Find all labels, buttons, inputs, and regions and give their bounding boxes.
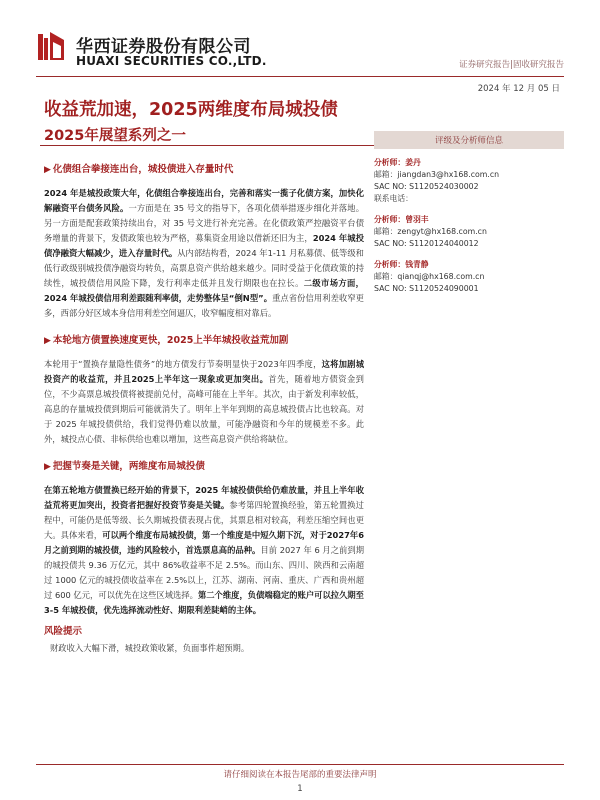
report-type: 证券研究报告|固收研究报告 [459, 60, 564, 70]
analyst-role: 分析师： [374, 215, 406, 224]
analyst-card [374, 214, 564, 250]
footer-divider [36, 764, 564, 765]
analyst-email[interactable]: jiangdan3@hx168.com.cn [397, 170, 500, 179]
contact-tel: 联系电话： [374, 194, 413, 203]
analyst-name: 曾羽丰 [405, 215, 429, 224]
triangle-bullet-icon: ▶ [44, 165, 51, 175]
analyst-role: 分析师： [374, 260, 406, 269]
risk-text: 财政收入大幅下滑，城投政策收紧，负面事件超预期。 [50, 643, 250, 653]
analyst-sidebar [374, 131, 564, 304]
page-number: 1 [297, 784, 303, 794]
section-paragraph: 在第五轮地方债置换已经开始的背景下，2025 年城投债供给仍难放量，并且上半年收益荒将更加突出，投资者把握好投资节奏是关键。参考第四轮置换经验，第五轮置换过程中，可能仍是低等级、长久期城投债表现占优，其票息相对较高，利差压缩空间也更大。具体来看，可以两个维度布局城投债，第一个维度是中短久期下沉，对于2027年6月之前到期的城投债，违约风险较小，首选票息高的品种。目前 2027 年 6 月之前到期的城投债共 9.36 万亿元，其中 86%收益率不足 2.5%。而山东、四川、陕西和云南超过 1000 亿元的城投债收益率在 2.5%以上，江苏、湖南、河南、重庆、广西和贵州超过 600 亿元，可以优先在这些区域选择。第二个维度，负债端稳定的账户可以拉久期至 3-5 年城投债，优先选择流动性好、期限利差陡峭的主体。 [44, 485, 364, 615]
section-heading: ▶ 本轮地方债置换速度更快，2025上半年城投收益荒加剧 [44, 335, 289, 346]
email-label: 邮箱： [374, 170, 398, 179]
legal-disclaimer: 请仔细阅读在本报告尾部的重要法律声明 [223, 770, 377, 780]
analyst-sac: SAC NO: S1120524030002 [374, 182, 479, 191]
analyst-card [374, 157, 564, 193]
main-content [44, 150, 364, 658]
risk-heading: 风险提示 [44, 626, 83, 637]
analyst-email[interactable]: qianqj@hx168.com.cn [397, 272, 485, 281]
email-label: 邮箱： [374, 227, 398, 236]
analyst-name: 姜丹 [405, 158, 421, 167]
huaxi-logo-icon [38, 32, 64, 62]
section-heading: ▶ 化债组合拳接连出台，城投债进入存量时代 [44, 164, 234, 175]
email-label: 邮箱： [374, 272, 398, 281]
analyst-card [374, 259, 564, 295]
triangle-bullet-icon: ▶ [44, 462, 51, 472]
analyst-name: 钱青静 [405, 260, 429, 269]
header-divider [36, 76, 564, 77]
section-paragraph: 本轮用于“置换存量隐性债务”的地方债发行节奏明显快于2023年四季度，这将加剧城投资产的收益荒，并且2025上半年这一现象或更加突出。首先，随着地方债资金到位，不少高票息城投债将被提前兑付，高峰可能在上半年。其次，由于新发利率较低，高息的存量城投债到期后可能就消失了。明年上半年到期的高息城投债占比也较高。对于 2025 年城投债供给，我们觉得仍难以放量，可能净融资和今年的规模差不多。此外，城投点心债、非标供给也难以增加，这些高息资产供给将缺位。 [44, 359, 364, 444]
sidebar-heading: 评级及分析师信息 [374, 131, 564, 149]
company-name-en: HUAXI SECURITIES CO.,LTD. [76, 54, 267, 68]
company-name-cn: 华西证券股份有限公司 [76, 37, 251, 57]
analyst-role: 分析师： [374, 158, 406, 167]
report-date: 2024 年 12 月 05 日 [477, 84, 560, 94]
triangle-bullet-icon: ▶ [44, 336, 51, 346]
report-subtitle: 2025年展望系列之一 [44, 128, 186, 144]
analyst-sac: SAC NO: S1120124040012 [374, 239, 479, 248]
report-title: 收益荒加速，2025两维度布局城投债 [44, 100, 338, 120]
analyst-sac: SAC NO: S1120524090001 [374, 284, 479, 293]
section-heading: ▶ 把握节奏是关键，两维度布局城投债 [44, 461, 205, 472]
analyst-email[interactable]: zengyt@hx168.com.cn [397, 227, 487, 236]
section-paragraph: 2024 年是城投政策大年，化债组合拳接连出台，完善和落实一揽子化债方案，加快化解融资平台债务风险。一方面是在 35 号文的指导下，各项化债举措逐步细化并落地。另一方面是配套政策持续出台，对 35 号文进行补充完善。在化债政策严控融资平台债务增量的背景下，发债政策也较为严格，募集资金用途以借新还旧为主，2024 年城投债净融资大幅减少，进入存量时代。从内部结构看，2024 年1-11 月私募债、低等级和低行政级别城投债净融资均转负，高票息资产供给越来越少。同时受益于化债政策的持续性，城投债信用风险下降，发行利率走低并且发行期限也在拉长。二级市场方面，2024 年城投债信用利差跟随利率债，走势整体呈“倒N型”。重点省份信用利差收窄更多，西部分好区域本身信用利差空间逼仄，收窄幅度相对靠后。 [44, 188, 364, 318]
